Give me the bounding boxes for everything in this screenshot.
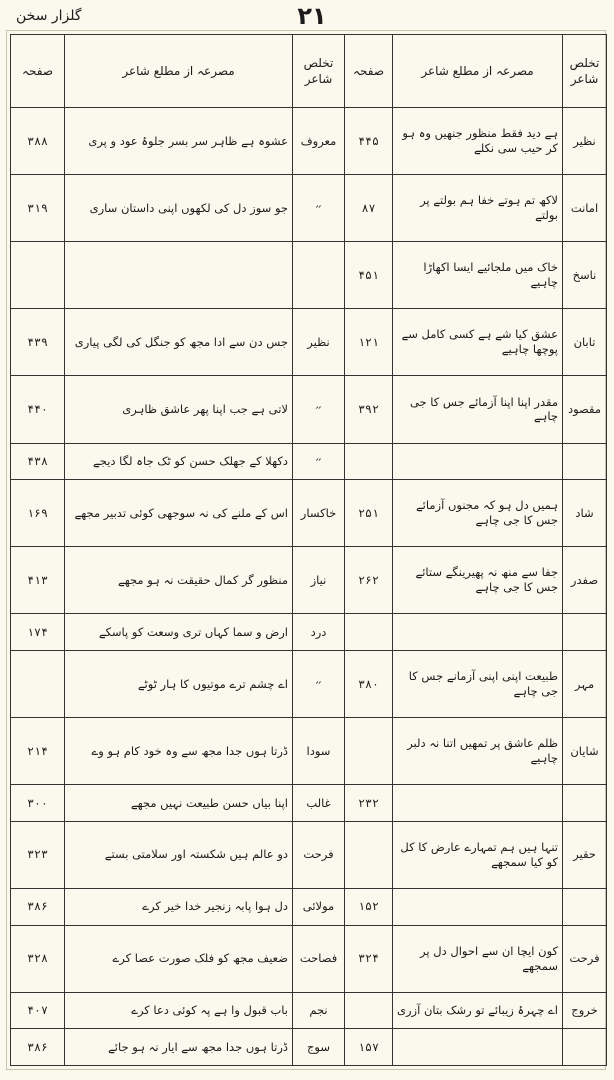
right-page-cell: ۳۹۲	[345, 376, 393, 443]
table-row	[11, 309, 607, 376]
page-header	[0, 0, 614, 34]
right-poet-cell: خروج	[563, 992, 607, 1029]
table-row	[11, 480, 607, 547]
right-page-cell	[345, 992, 393, 1029]
right-poet-cell	[563, 888, 607, 925]
left-page-cell: ۱۶۹	[11, 480, 65, 547]
right-verse-cell: کون ایچا ان سے احوال دل پر سمجھے	[393, 925, 563, 992]
left-page-cell: ۳۰۰	[11, 785, 65, 822]
header-right-poet: تخلص شاعر	[563, 35, 607, 108]
left-poet-cell: ״	[293, 443, 345, 480]
right-poet-cell: امانت	[563, 175, 607, 242]
left-page-cell	[11, 242, 65, 309]
right-verse-cell: طبیعت اپنی اپنی آزمانے جس کا جی چاہے	[393, 650, 563, 717]
right-verse-cell	[393, 614, 563, 651]
left-poet-cell: نیاز	[293, 547, 345, 614]
right-poet-cell: ناسخ	[563, 242, 607, 309]
right-page-cell: ۱۵۲	[345, 888, 393, 925]
right-verse-cell	[393, 888, 563, 925]
header-right-page: صفحہ	[345, 35, 393, 108]
right-page-cell: ۱۲۱	[345, 309, 393, 376]
left-poet-cell: سوج	[293, 1029, 345, 1066]
left-poet-cell	[293, 242, 345, 309]
right-page-cell	[345, 821, 393, 888]
right-page-cell	[345, 718, 393, 785]
left-page-cell: ۲۱۴	[11, 718, 65, 785]
right-poet-cell: تابان	[563, 309, 607, 376]
left-verse-cell: منظور گر کمال حقیقت نہ ہو مجھے	[65, 547, 293, 614]
header-left-page: صفحہ	[11, 35, 65, 108]
table-row	[11, 1029, 607, 1066]
header-right-verse: مصرعہ از مطلع شاعر	[393, 35, 563, 108]
right-page-cell: ۳۸۰	[345, 650, 393, 717]
left-page-cell: ۴۰۷	[11, 992, 65, 1029]
left-poet-cell: نجم	[293, 992, 345, 1029]
table-row	[11, 175, 607, 242]
right-verse-cell	[393, 443, 563, 480]
left-verse-cell: ڈرتا ہوں جدا مجھ سے وہ خود کام ہو وے	[65, 718, 293, 785]
left-page-cell: ۳۲۳	[11, 821, 65, 888]
page-number: ۲۱	[297, 2, 327, 30]
table-row	[11, 888, 607, 925]
table-row	[11, 108, 607, 175]
left-verse-cell: لاتی ہے جب اپنا پھر عاشق ظاہری	[65, 376, 293, 443]
left-verse-cell: دکھلا کے جھلک حسن کو ٹک جاہ لگا دیجے	[65, 443, 293, 480]
left-poet-cell: مولائی	[293, 888, 345, 925]
right-page-cell: ۴۴۵	[345, 108, 393, 175]
right-poet-cell: مقصود	[563, 376, 607, 443]
left-verse-cell: اپنا بیاں حسن طبیعت نہیں مجھے	[65, 785, 293, 822]
table-row	[11, 547, 607, 614]
right-poet-cell: شاد	[563, 480, 607, 547]
right-page-cell	[345, 443, 393, 480]
table-row	[11, 614, 607, 651]
right-poet-cell: صفدر	[563, 547, 607, 614]
left-poet-cell: نظیر	[293, 309, 345, 376]
left-verse-cell: عشوہ ہے ظاہر سر بسر جلوۂ عود و پری	[65, 108, 293, 175]
right-page-cell: ۲۵۱	[345, 480, 393, 547]
left-poet-cell: غالب	[293, 785, 345, 822]
right-page-cell: ۲۳۲	[345, 785, 393, 822]
left-verse-cell: باب قبول وا ہے پہ کوئی دعا کرے	[65, 992, 293, 1029]
right-verse-cell	[393, 785, 563, 822]
right-poet-cell: حقیر	[563, 821, 607, 888]
table-row	[11, 785, 607, 822]
right-poet-cell: فرحت	[563, 925, 607, 992]
left-verse-cell	[65, 242, 293, 309]
right-page-cell: ۴۵۱	[345, 242, 393, 309]
left-poet-cell: فصاحت	[293, 925, 345, 992]
right-page-cell	[345, 614, 393, 651]
table-row	[11, 443, 607, 480]
right-verse-cell: تنہا ہیں ہم تمہارے عارض کا کل کو کیا سمجھے	[393, 821, 563, 888]
left-verse-cell: ارض و سما کہاں تری وسعت کو پاسکے	[65, 614, 293, 651]
left-verse-cell: جو سوز دل کی لکھوں اپنی داستان ساری	[65, 175, 293, 242]
right-verse-cell: عشق کیا شے ہے کسی کامل سے پوچھا چاہیے	[393, 309, 563, 376]
right-page-cell: ۸۷	[345, 175, 393, 242]
left-page-cell: ۴۳۹	[11, 309, 65, 376]
left-poet-cell: ״	[293, 650, 345, 717]
table-body	[11, 108, 607, 1066]
right-verse-cell: ہمیں دل ہو کہ مجنوں آزمائے جس کا جی چاہے	[393, 480, 563, 547]
right-verse-cell: جفا سے منھ نہ پھیرینگے ستائے جس کا جی چاہے	[393, 547, 563, 614]
left-page-cell: ۳۸۸	[11, 108, 65, 175]
left-page-cell: ۳۲۸	[11, 925, 65, 992]
table-row	[11, 242, 607, 309]
index-table	[10, 34, 607, 1066]
right-poet-cell	[563, 1029, 607, 1066]
header-left-verse: مصرعہ از مطلع شاعر	[65, 35, 293, 108]
right-page-cell: ۲۶۲	[345, 547, 393, 614]
right-verse-cell: لاکھ تم ہوتے خفا ہم بولتے پر بولتے	[393, 175, 563, 242]
left-poet-cell: ״	[293, 376, 345, 443]
table-header-row	[11, 35, 607, 108]
left-verse-cell: اس کے ملنے کی نہ سوجھی کوئی تدبیر مجھے	[65, 480, 293, 547]
right-verse-cell: مقدر اپنا اپنا آزمائے جس کا جی چاہے	[393, 376, 563, 443]
header-left-poet: تخلص شاعر	[293, 35, 345, 108]
right-poet-cell	[563, 443, 607, 480]
left-page-cell: ۳۸۶	[11, 888, 65, 925]
left-page-cell	[11, 650, 65, 717]
left-page-cell: ۱۷۴	[11, 614, 65, 651]
table-row	[11, 925, 607, 992]
right-poet-cell	[563, 614, 607, 651]
left-page-cell: ۳۱۹	[11, 175, 65, 242]
left-poet-cell: خاکسار	[293, 480, 345, 547]
right-poet-cell: نظیر	[563, 108, 607, 175]
left-page-cell: ۳۸۶	[11, 1029, 65, 1066]
left-verse-cell: دل ہوا پابہ زنجیر خدا خیر کرے	[65, 888, 293, 925]
left-verse-cell: اے چشم ترے موتیوں کا ہار ٹوٹے	[65, 650, 293, 717]
table-row	[11, 992, 607, 1029]
left-poet-cell: درد	[293, 614, 345, 651]
table-row	[11, 650, 607, 717]
right-verse-cell	[393, 1029, 563, 1066]
left-page-cell: ۴۱۳	[11, 547, 65, 614]
left-poet-cell: ״	[293, 175, 345, 242]
left-verse-cell: ڈرتا ہوں جدا مجھ سے ایار نہ ہو جائے	[65, 1029, 293, 1066]
running-title: گلزار سخن	[16, 8, 82, 24]
table-row	[11, 718, 607, 785]
right-verse-cell: ہے دید فقط منظور جنھیں وہ ہو کر حیب سی نکلے	[393, 108, 563, 175]
left-verse-cell: دو عالم ہیں شکستہ اور سلامتی بستے	[65, 821, 293, 888]
left-poet-cell: فرحت	[293, 821, 345, 888]
left-verse-cell: ضعیف مجھ کو فلک صورت عصا کرے	[65, 925, 293, 992]
right-poet-cell: مہر	[563, 650, 607, 717]
right-poet-cell	[563, 785, 607, 822]
right-verse-cell: خاک میں ملجائیے ایسا اکھاڑا چاہیے	[393, 242, 563, 309]
left-page-cell: ۴۴۰	[11, 376, 65, 443]
right-poet-cell: شایان	[563, 718, 607, 785]
table-row	[11, 376, 607, 443]
right-page-cell: ۱۵۷	[345, 1029, 393, 1066]
left-verse-cell: جس دن سے ادا مجھ کو جنگل کی لگی پیاری	[65, 309, 293, 376]
right-page-cell: ۳۲۴	[345, 925, 393, 992]
right-verse-cell: اے چہرۂ زیبائے تو رشک بتان آزری	[393, 992, 563, 1029]
left-poet-cell: معروف	[293, 108, 345, 175]
table-row	[11, 821, 607, 888]
right-verse-cell: ظلم عاشق پر تمھیں اتنا نہ دلبر چاہیے	[393, 718, 563, 785]
left-page-cell: ۴۳۸	[11, 443, 65, 480]
left-poet-cell: سودا	[293, 718, 345, 785]
